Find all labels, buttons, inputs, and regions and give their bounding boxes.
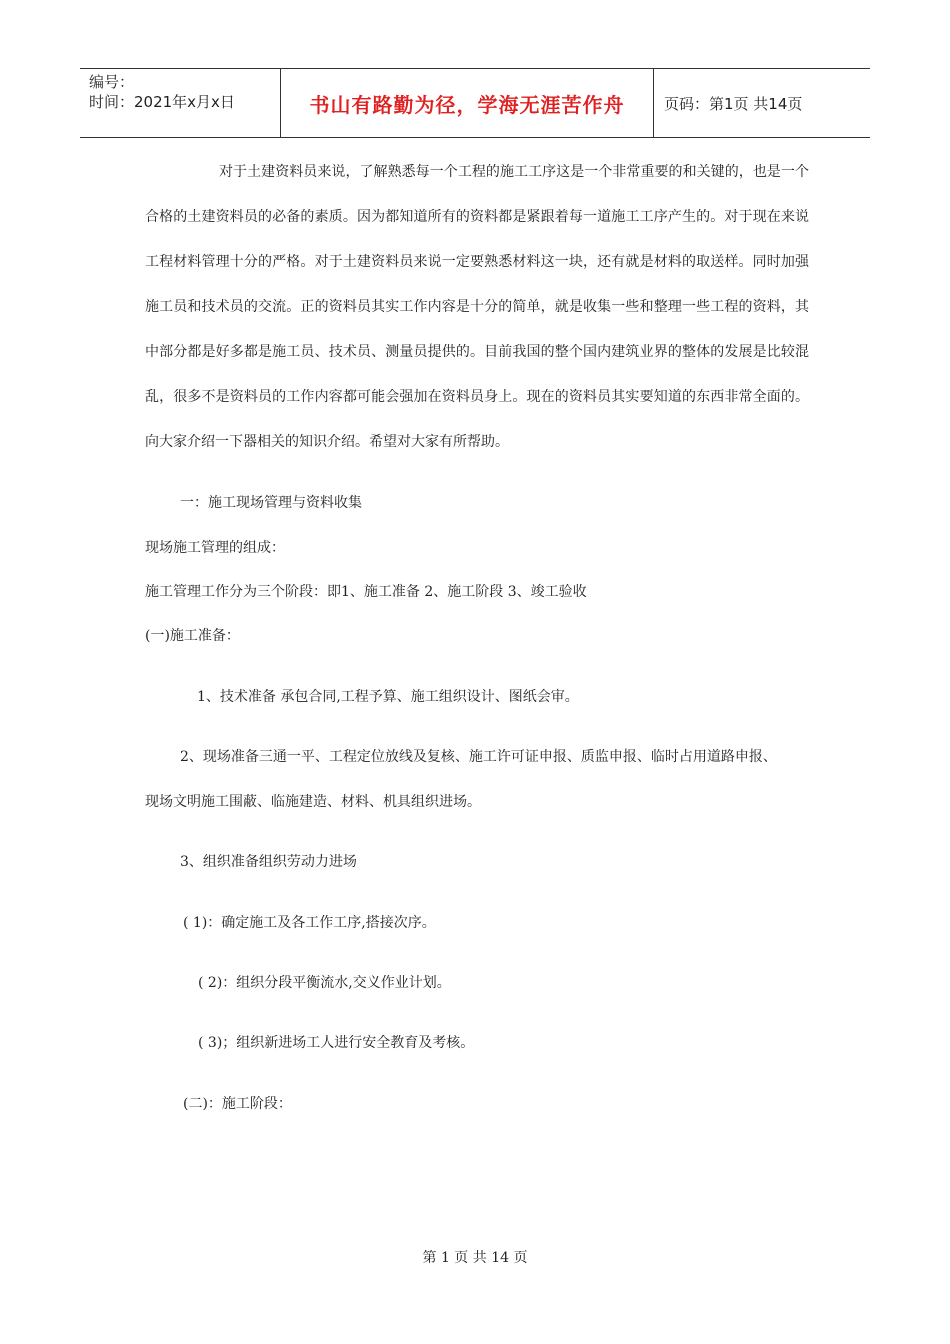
composition-line: 现场施工管理的组成： [145,540,285,556]
document-header [80,68,870,138]
sub-item-3: ( 3)；组织新进场工人进行安全教育及考核。 [198,1035,475,1051]
sub-item-1: ( 1)：确定施工及各工作工序,搭接次序。 [183,915,436,931]
sub-item-2: ( 2)：组织分段平衡流水,交义作业计划。 [198,975,451,991]
section-1-title: 一：施工现场管理与资料收集 [180,495,362,511]
header-meta [80,69,281,137]
item-3: 3、组织准备组织劳动力进场 [180,854,357,870]
prep-title: (一)施工准备： [145,628,240,644]
item-2-line-1: 2、现场准备三通一平、工程定位放线及复核、施工许可证申报、质监申报、临时占用道路申报、 [180,749,777,765]
header-page-info: 页码：第1页 共14页 [664,94,803,113]
stages-line: 施工管理工作分为三个阶段：即1、施工准备 2、施工阶段 3、竣工验收 [145,584,587,600]
header-motto: 书山有路勤为径，学海无涯苦作舟 [281,69,654,137]
item-2-line-2: 现场文明施工围蔽、临施建造、材料、机具组织进场。 [145,794,481,810]
intro-paragraph: 对于土建资料员来说，了解熟悉每一个工程的施工工序这是一个非常重要的和关键的，也是一个合格的土建资料员的必备的素质。因为都知道所有的资料都是紧跟着每一道施工工序产生的。对于现在来说工程材料管理十分的严格。对于土建资料员来说一定要熟悉材料这一块，还有就是材料的取送样。同时加强施工员和技术员的交流。正的资料员其实工作内容是十分的简单，就是收集一些和整理一些工程的资料，其中部分都是好多都是施工员、技术员、测量员提供的。目前我国的整个国内建筑业界的整体的发展是比较混乱，很多不是资料员的工作内容都可能会强加在资料员身上。现在的资料员其实要知道的东西非常全面的。向大家介绍一下器相关的知识介绍。希望对大家有所帮助。 [145,164,809,450]
page-footer: 第 1 页 共 14 页 [422,1250,528,1266]
item-1: 1、技术准备 承包合同,工程予算、施工组织设计、图纸会审。 [197,689,579,705]
number-label: 编号： [89,73,135,91]
stage-2-title: (二)：施工阶段： [183,1096,292,1112]
time-label: 时间：2021年x月x日 [89,93,235,111]
document-body [145,150,809,465]
